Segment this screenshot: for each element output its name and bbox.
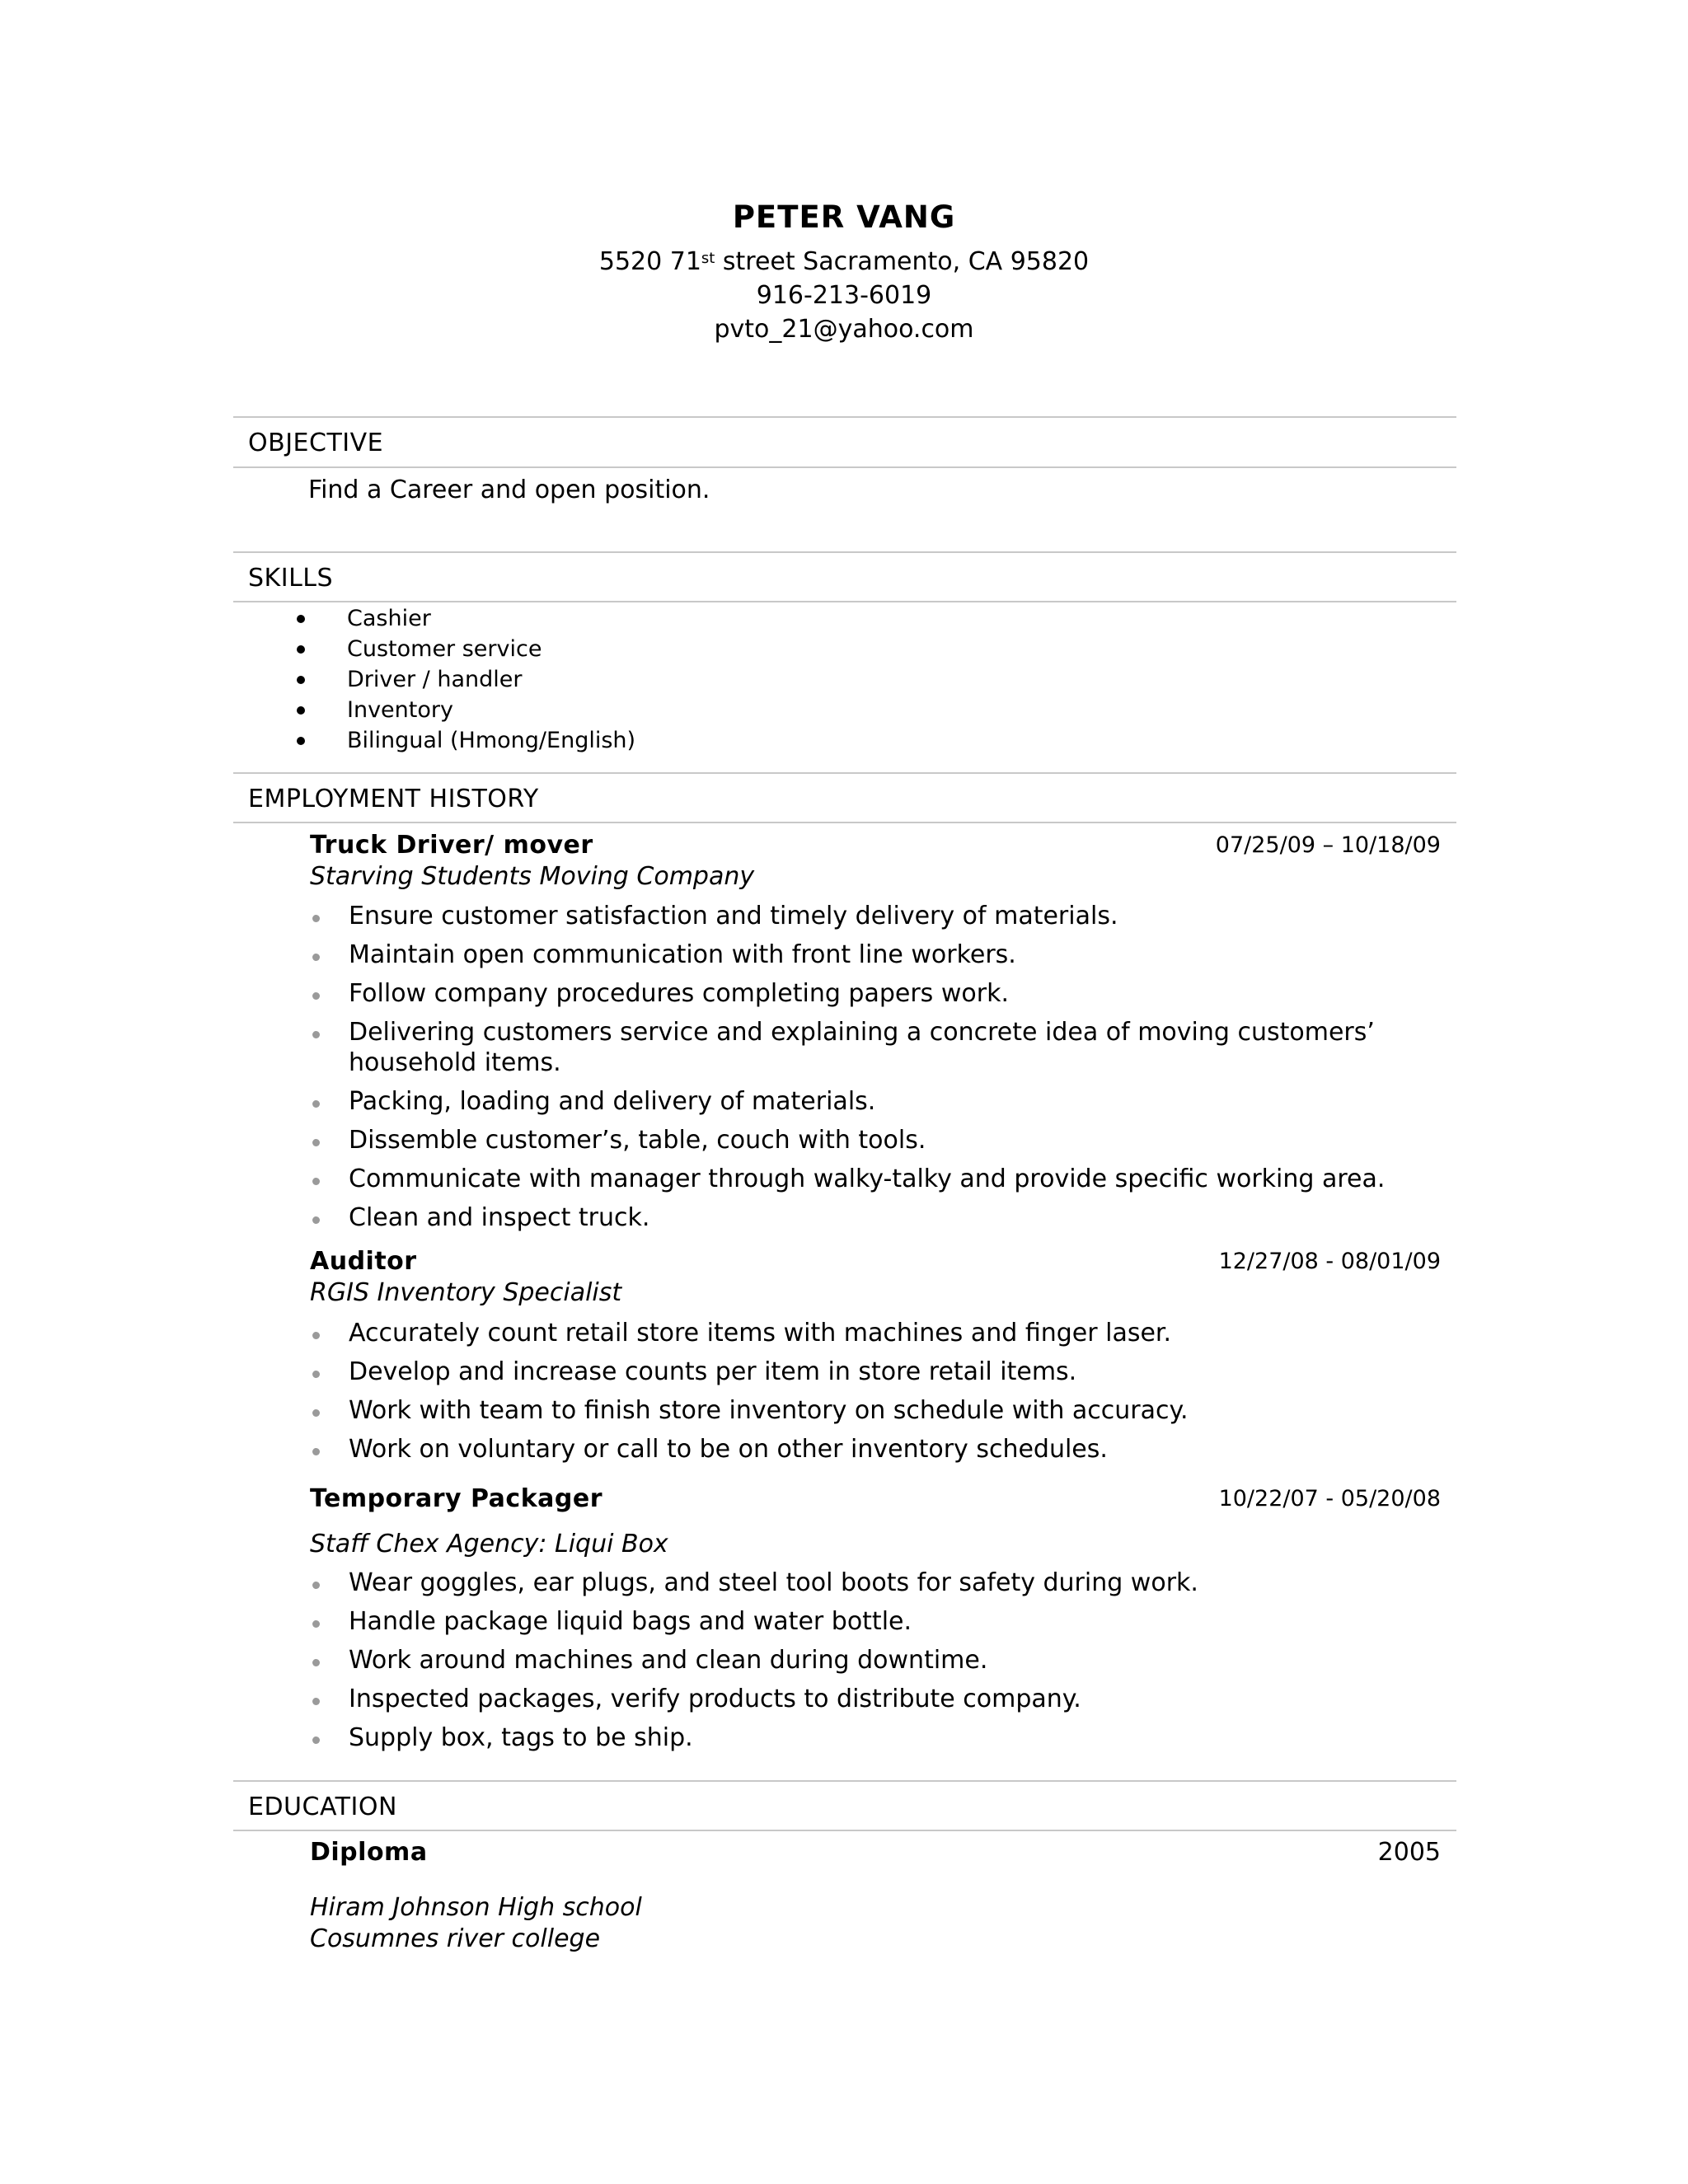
bullet-icon — [312, 954, 320, 961]
section-divider — [233, 772, 1456, 774]
job-title: Truck Driver/ mover — [310, 831, 593, 860]
bullet-icon — [312, 1582, 320, 1589]
section-divider — [233, 822, 1456, 823]
duty-item: Supply box, tags to be ship. — [349, 1723, 693, 1752]
objective-heading: OBJECTIVE — [248, 429, 384, 457]
bullet-icon — [312, 992, 320, 1000]
employment-heading: EMPLOYMENT HISTORY — [248, 785, 539, 813]
bullet-icon — [312, 1659, 320, 1666]
duty-item: Ensure customer satisfaction and timely delivery of materials. — [349, 902, 1118, 930]
duty-item: Clean and inspect truck. — [349, 1203, 650, 1232]
duty-item: Communicate with manager through walky-talky and provide specific working area. — [349, 1165, 1386, 1193]
skill-label: Driver / handler — [347, 667, 523, 692]
bullet-icon — [312, 1332, 320, 1339]
skill-label: Cashier — [347, 606, 431, 631]
section-divider — [233, 1830, 1456, 1831]
duty-item: Wear goggles, ear plugs, and steel tool boots for safety during work. — [349, 1568, 1198, 1597]
section-divider — [233, 416, 1456, 418]
job-dates: 10/22/07 - 05/20/08 — [1218, 1486, 1441, 1511]
bullet-icon — [312, 1409, 320, 1417]
bullet-icon — [312, 915, 320, 922]
skill-label: Bilingual (Hmong/English) — [347, 728, 636, 753]
section-divider — [233, 1780, 1456, 1782]
graduation-year: 2005 — [1377, 1838, 1441, 1867]
bullet-icon — [312, 1216, 320, 1224]
duty-item: Packing, loading and delivery of materials. — [349, 1087, 876, 1116]
bullet-icon — [312, 1031, 320, 1038]
skill-label: Customer service — [347, 636, 542, 662]
address-ordinal: st — [701, 250, 715, 267]
phone-number: 916-213-6019 — [756, 281, 932, 310]
bullet-icon — [297, 615, 305, 623]
duty-item: Work with team to finish store inventory on schedule with accuracy. — [349, 1396, 1189, 1425]
section-divider — [233, 466, 1456, 468]
degree: Diploma — [310, 1838, 428, 1867]
bullet-icon — [312, 1448, 320, 1455]
address — [0, 246, 1688, 279]
bullet-icon — [312, 1178, 320, 1185]
bullet-icon — [297, 645, 305, 654]
job-company: Staff Chex Agency: Liqui Box — [310, 1530, 668, 1558]
skills-heading: SKILLS — [248, 564, 334, 593]
bullet-icon — [312, 1620, 320, 1628]
duty-item: Maintain open communication with front line workers. — [349, 940, 1016, 969]
duty-item: Work on voluntary or call to be on other inventory schedules. — [349, 1435, 1108, 1464]
duty-item: Work around machines and clean during downtime. — [349, 1646, 988, 1675]
section-divider — [233, 551, 1456, 553]
school-name: Cosumnes river college — [310, 1924, 601, 1953]
duty-item: Follow company procedures completing papers work. — [349, 979, 1009, 1008]
duty-item: Delivering customers service and explaining a concrete idea of moving customers’ — [349, 1018, 1375, 1047]
school-name: Hiram Johnson High school — [310, 1893, 642, 1922]
job-company: RGIS Inventory Specialist — [310, 1278, 622, 1307]
bullet-icon — [297, 737, 305, 745]
job-dates: 07/25/09 – 10/18/09 — [1215, 832, 1441, 858]
duty-item: Develop and increase counts per item in store retail items. — [349, 1357, 1077, 1386]
skill-label: Inventory — [347, 697, 453, 723]
job-title: Temporary Packager — [310, 1484, 603, 1513]
address-number: 5520 71 — [598, 247, 701, 276]
bullet-icon — [312, 1736, 320, 1744]
job-title: Auditor — [310, 1247, 417, 1276]
objective-text: Find a Career and open position. — [308, 476, 710, 504]
duty-item: Accurately count retail store items with machines and finger laser. — [349, 1319, 1172, 1347]
section-divider — [233, 601, 1456, 602]
applicant-name: PETER VANG — [732, 199, 956, 235]
duty-item: Handle package liquid bags and water bottle. — [349, 1607, 912, 1636]
duty-item-continuation: household items. — [349, 1048, 561, 1077]
job-dates: 12/27/08 - 08/01/09 — [1218, 1249, 1441, 1274]
bullet-icon — [312, 1371, 320, 1378]
bullet-icon — [312, 1100, 320, 1108]
bullet-icon — [312, 1139, 320, 1146]
education-heading: EDUCATION — [248, 1793, 397, 1821]
job-company: Starving Students Moving Company — [310, 862, 755, 891]
address-rest: street Sacramento, CA 95820 — [715, 247, 1090, 276]
email-address: pvto_21@yahoo.com — [714, 315, 974, 344]
duty-item: Inspected packages, verify products to distribute company. — [349, 1685, 1081, 1713]
bullet-icon — [297, 676, 305, 684]
bullet-icon — [312, 1698, 320, 1705]
duty-item: Dissemble customer’s, table, couch with tools. — [349, 1126, 926, 1155]
bullet-icon — [297, 706, 305, 715]
